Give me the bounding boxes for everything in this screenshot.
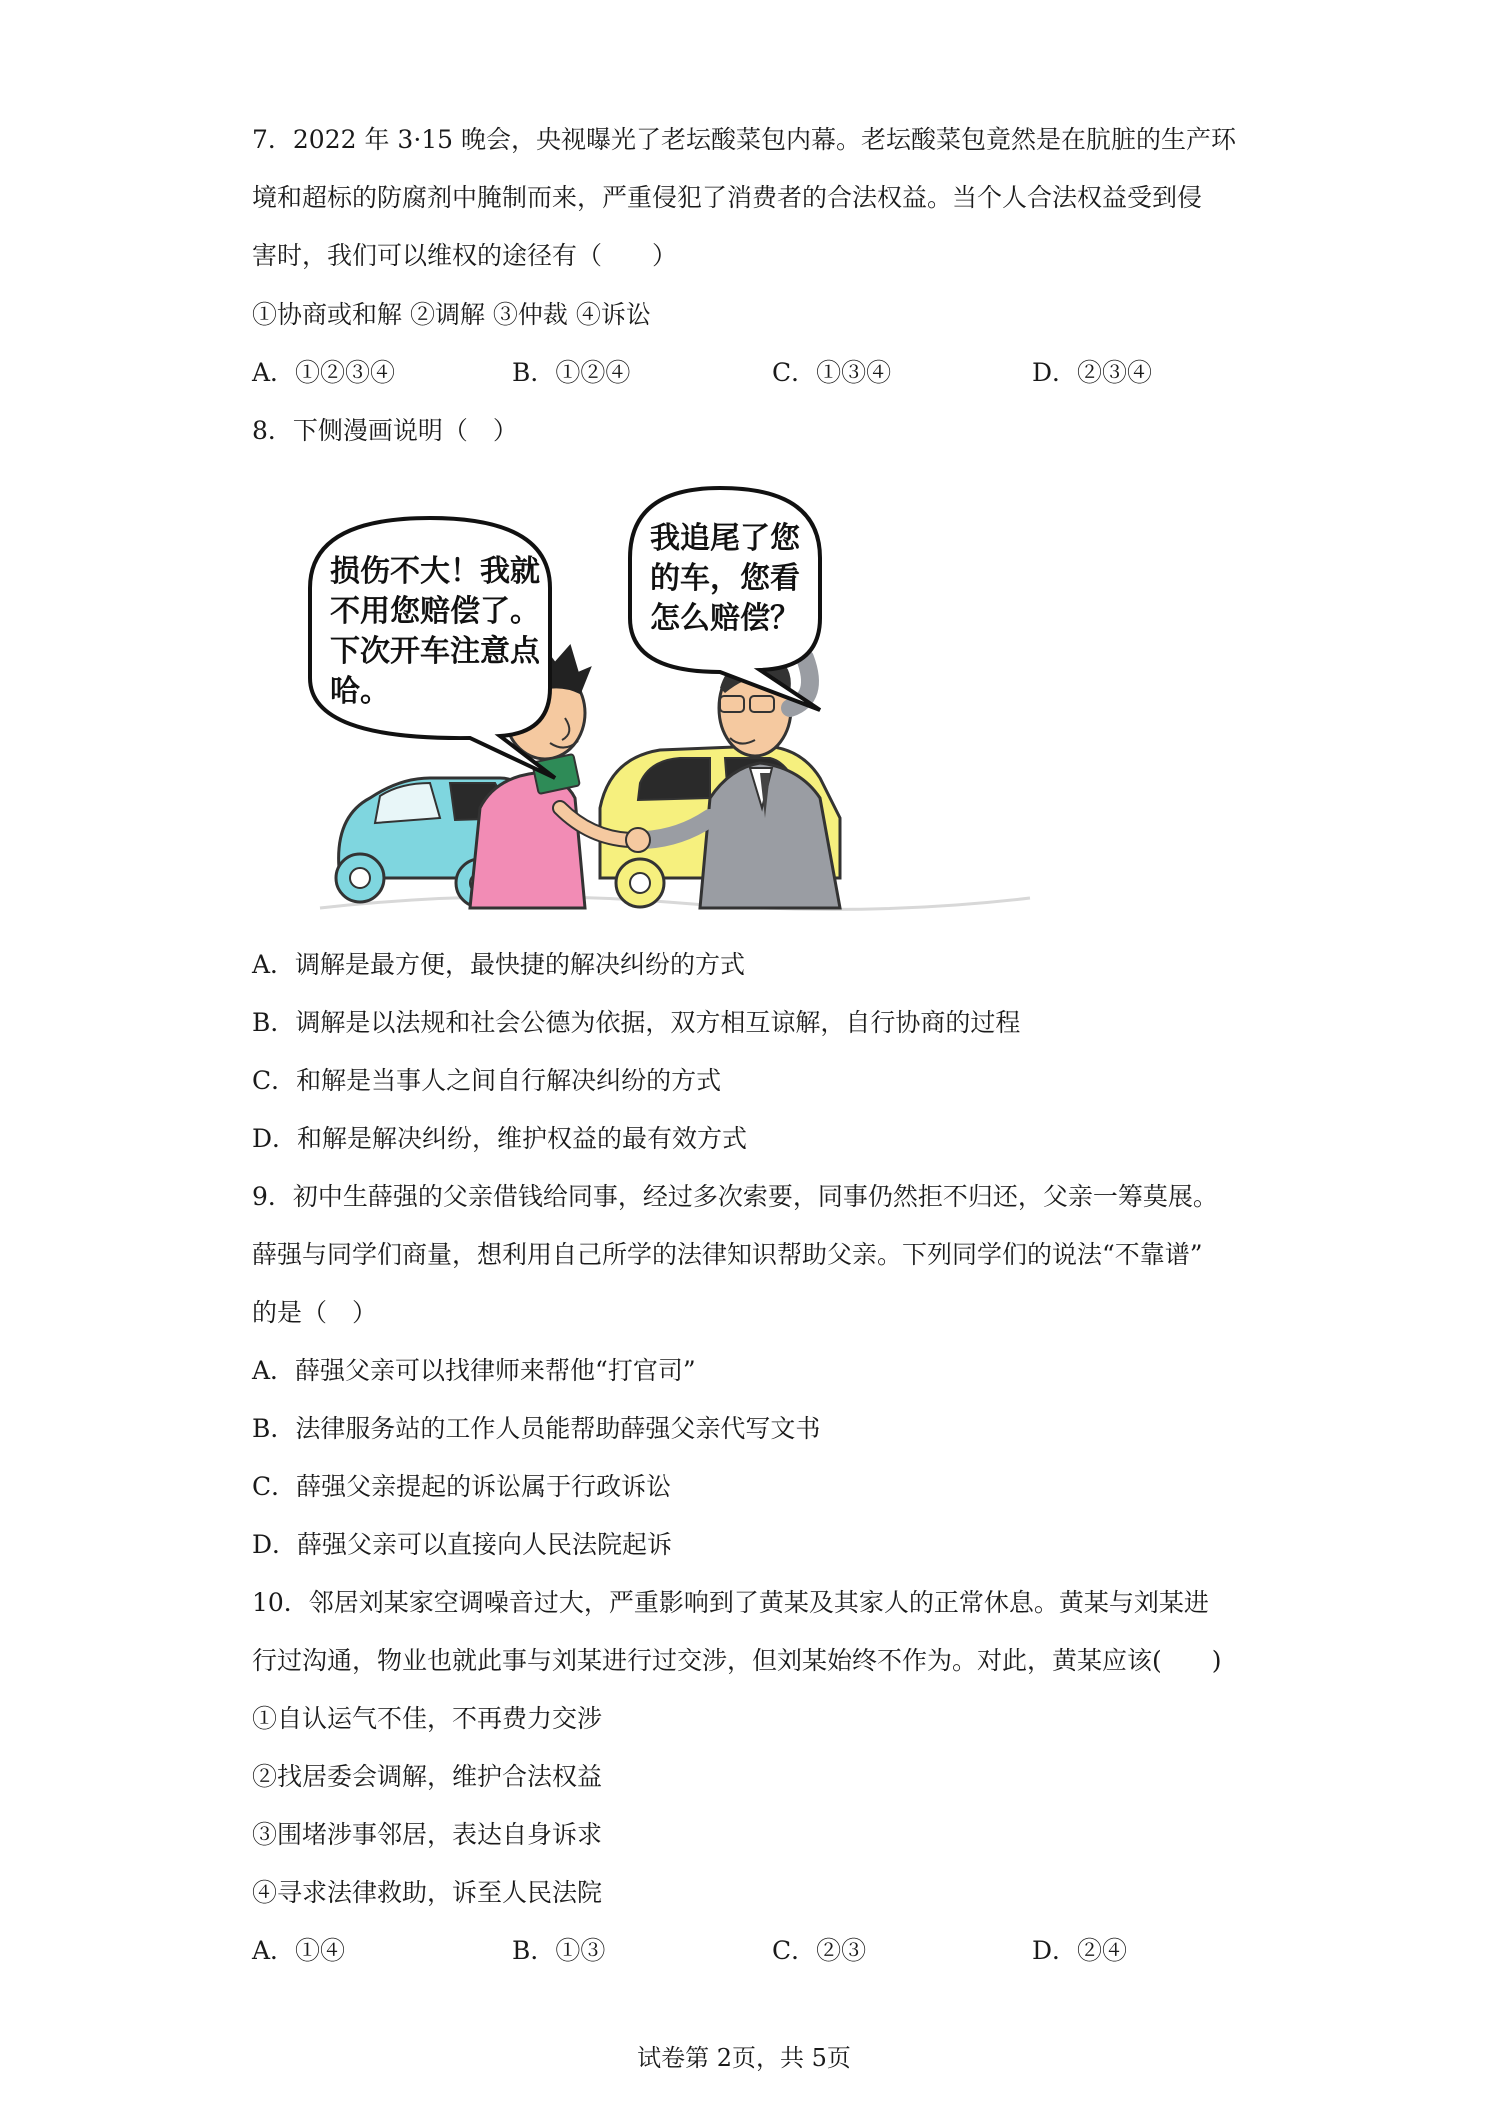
q10-option-b: B．①③ (512, 1936, 606, 1965)
q9-option-b: B．法律服务站的工作人员能帮助薛强父亲代写文书 (252, 1414, 821, 1443)
right-bubble-line-1: 我追尾了您 (650, 521, 800, 556)
q8-option-c: C．和解是当事人之间自行解决纠纷的方式 (252, 1066, 722, 1095)
q9-stem-line-1: 9．初中生薛强的父亲借钱给同事，经过多次索要，同事仍然拒不归还，父亲一筹莫展。 (252, 1182, 1218, 1211)
q10-stem-line-1: 10．邻居刘某家空调噪音过大，严重影响到了黄某及其家人的正常休息。黄某与刘某进 (252, 1588, 1209, 1617)
left-bubble-line-3: 下次开车注意点 (330, 634, 540, 669)
q8-stem: 8．下侧漫画说明（ ） (252, 416, 518, 445)
q9-stem-line-3: 的是（ ） (252, 1298, 378, 1327)
q7-option-b: B．①②④ (512, 358, 631, 387)
q10-item-4: ④寻求法律救助，诉至人民法院 (252, 1878, 603, 1907)
q10-stem-line-2: 行过沟通，物业也就此事与刘某进行过交涉，但刘某始终不作为。对此，黄某应该( ) (252, 1646, 1222, 1675)
q7-option-a: A．①②③④ (252, 358, 396, 387)
q10-item-2: ②找居委会调解，维护合法权益 (252, 1762, 603, 1791)
q8-option-a: A．调解是最方便，最快捷的解决纠纷的方式 (252, 950, 746, 979)
q7-items: ①协商或和解 ②调解 ③仲裁 ④诉讼 (252, 300, 651, 329)
q7-option-d: D．②③④ (1032, 358, 1153, 387)
q10-item-1: ①自认运气不佳，不再费力交涉 (252, 1704, 603, 1733)
q8-option-b: B．调解是以法规和社会公德为依据，双方相互谅解，自行协商的过程 (252, 1008, 1021, 1037)
q9-option-a: A．薛强父亲可以找律师来帮他“打官司” (252, 1356, 696, 1385)
q7-stem-line-2: 境和超标的防腐剂中腌制而来，严重侵犯了消费者的合法权益。当个人合法权益受到侵 (252, 183, 1203, 212)
page-footer: 试卷第 2页，共 5页 (637, 2044, 851, 2072)
q9-option-d: D．薛强父亲可以直接向人民法院起诉 (252, 1530, 673, 1559)
q9-option-c: C．薛强父亲提起的诉讼属于行政诉讼 (252, 1472, 672, 1501)
comic-illustration (300, 478, 1040, 914)
left-bubble-line-2: 不用您赔偿了。 (330, 594, 540, 629)
q7-option-c: C．①③④ (772, 358, 892, 387)
q10-option-c: C．②③ (772, 1936, 867, 1965)
q7-stem-line-3: 害时，我们可以维权的途径有（ ） (252, 241, 678, 270)
q7-stem-line-1: 7．2022 年 3·15 晚会，央视曝光了老坛酸菜包内幕。老坛酸菜包竟然是在肮脏的生产环 (252, 125, 1237, 154)
right-bubble-line-3: 怎么赔偿？ (650, 601, 800, 636)
q8-option-d: D．和解是解决纠纷，维护权益的最有效方式 (252, 1124, 748, 1153)
q10-option-d: D．②④ (1032, 1936, 1128, 1965)
q10-option-a: A．①④ (252, 1936, 346, 1965)
left-bubble-line-1: 损伤不大！我就 (330, 554, 540, 589)
left-bubble-line-4: 哈。 (330, 674, 390, 709)
q9-stem-line-2: 薛强与同学们商量，想利用自己所学的法律知识帮助父亲。下列同学们的说法“不靠谱” (252, 1240, 1203, 1269)
q10-item-3: ③围堵涉事邻居，表达自身诉求 (252, 1820, 603, 1849)
right-bubble-line-2: 的车，您看 (650, 561, 800, 596)
